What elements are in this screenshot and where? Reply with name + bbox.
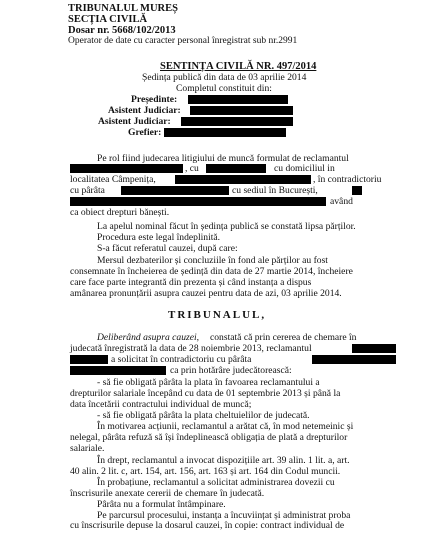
redaction-defendant-2b — [70, 366, 166, 375]
redaction-id — [206, 164, 266, 173]
panel-line: Completul constituit din: — [176, 83, 272, 94]
intro-line-4a: cu pârâta — [70, 185, 105, 196]
body-line-18: cu înscrisurile depuse la dosarul cauzei, în copie: contract individual de — [70, 520, 345, 531]
tribunal-heading: TRIBUNALUL, — [168, 309, 267, 321]
body-line-5: - să fie obligată pârâta la plata în favoarea reclamantului a — [97, 377, 320, 388]
case-number: Dosar nr. 5668/102/2013 — [68, 25, 176, 36]
redaction-address — [175, 175, 311, 184]
intro-p5-l1: Mersul dezbaterilor și concluziile în fond ale părților au fost — [97, 255, 328, 266]
court-section: SECȚIA CIVILĂ — [68, 14, 148, 25]
president-label: Președinte: — [131, 94, 178, 105]
body-line-11: salariale. — [70, 443, 105, 454]
intro-line-3b: , în contradictoriu — [313, 174, 382, 185]
body-line-13: 40 alin. 2 lit. c, art. 154, art. 156, art. 163 și art. 164 din Codul muncii. — [70, 466, 341, 477]
body-line-9: În motivarea acțiunii, reclamantul a arătat că, în mod netemeinic și — [97, 421, 354, 432]
body-line-8: - să fie obligată pârâta la plata cheltuielilor de judecată. — [97, 410, 310, 421]
redaction-plaintiff-2 — [352, 344, 396, 353]
assistant1-label: Asistent Judiciar: — [108, 105, 181, 116]
redaction-plaintiff — [70, 164, 183, 173]
redaction-defendant-address — [70, 197, 326, 206]
redaction-defendant-2 — [312, 355, 396, 364]
body-line-4: ca prin hotărâre judecătorească: — [170, 365, 292, 376]
operator-note: Operator de date cu caracter personal înregistrat sub nr.2991 — [68, 36, 298, 46]
body-line-10: nelegal, pârâta refuză să își îndeplinească obligația de plată a drepturilor — [70, 432, 348, 443]
intro-p2: La apelul nominal făcut în ședința publică se constată lipsa părților. — [97, 221, 356, 232]
redaction-assistant2 — [181, 117, 293, 126]
redaction-president — [188, 95, 288, 104]
intro-line-1: Pe rol fiind judecarea litigiului de muncă formulat de reclamantul — [97, 153, 349, 164]
redaction-plaintiff-2b — [70, 355, 108, 364]
body-line-17: Pe parcursul procesului, instanța a încuviințat și administrat proba — [97, 510, 351, 521]
intro-line-2b: cu domiciliul in — [274, 163, 335, 174]
intro-line-4b: cu sediul în București, — [232, 185, 318, 196]
body-line-12: În drept, reclamantul a invocat dispozițiile art. 39 alin. 1 lit. a, art. — [97, 455, 350, 466]
intro-p3: Procedura este legal îndeplinită. — [97, 232, 221, 243]
intro-p5-l2: consemnate în încheierea de ședință din data de 27 martie 2014, încheiere — [70, 266, 353, 277]
body-line-2: judecată înregistrată la data de 28 noiembrie 2013, reclamantul — [70, 343, 312, 354]
intro-p5-l3: care face parte integrantă din prezenta și când instanța a dispus — [70, 277, 312, 288]
clerk-label: Grefier: — [128, 127, 162, 138]
intro-line-5b: având — [330, 196, 353, 207]
court-name: TRIBUNALUL MUREȘ — [68, 3, 178, 14]
intro-line-6: ca obiect drepturi bănești. — [70, 207, 170, 218]
intro-line-2a: , cu — [185, 163, 199, 174]
session-line: Ședința publică din data de 03 aprilie 2014 — [142, 72, 307, 83]
body-line-3: a solicitat în contradictoriu cu pârâta — [111, 354, 252, 365]
intro-line-3a: localitatea Câmpenița, — [70, 174, 156, 185]
redaction-defendant — [121, 186, 229, 195]
redaction-clerk — [164, 128, 286, 137]
body-line-15: înscrisurile anexate cererii de chemare în judecată. — [70, 488, 265, 499]
body-line-1b: constată că prin cererea de chemare în — [210, 332, 357, 343]
intro-p4: S-a făcut referatul cauzei, după care: — [97, 243, 238, 254]
body-line-7: data încetării contractului individual de muncă; — [70, 399, 252, 410]
intro-p5-l4: amânarea pronunțării asupra cauzei pentru data de azi, 03 aprilie 2014. — [70, 288, 342, 299]
redaction-city-end — [352, 186, 362, 195]
body-deliberand: Deliberând asupra cauzei, — [97, 332, 200, 343]
body-line-16: Pârâta nu a formulat întâmpinare. — [97, 499, 226, 510]
sentence-title: SENTINȚA CIVILĂ NR. 497/2014 — [160, 61, 317, 72]
body-line-14: În probațiune, reclamantul a solicitat administrarea dovezii cu — [97, 477, 335, 488]
body-line-6: drepturilor salariale începând cu data de 01 septembrie 2013 și până la — [70, 388, 341, 399]
redaction-assistant1 — [190, 106, 293, 115]
assistant2-label: Asistent Judiciar: — [98, 116, 171, 127]
